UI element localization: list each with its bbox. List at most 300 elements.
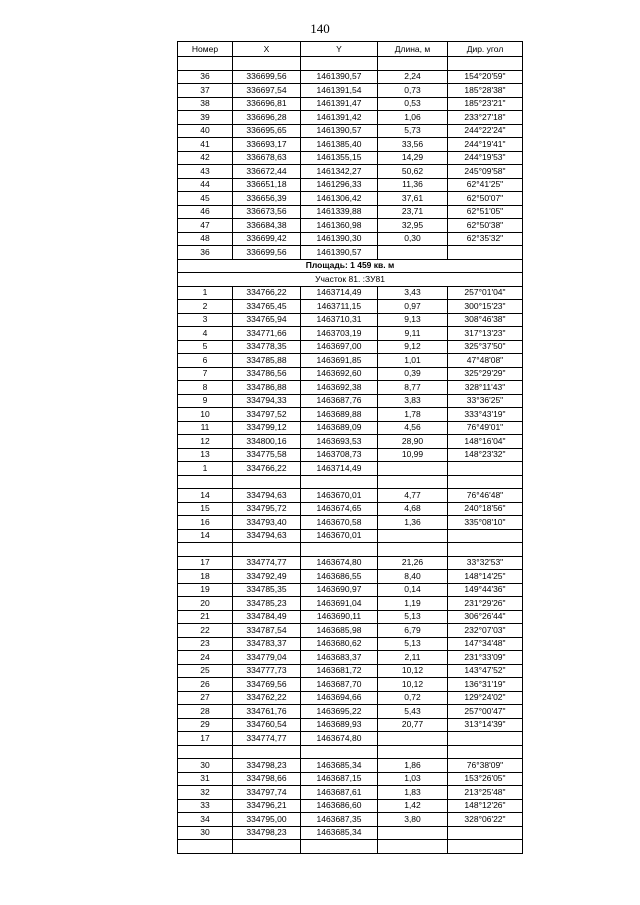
table-row	[178, 745, 523, 759]
x-cell: 334765,45	[233, 300, 301, 314]
y-cell	[301, 475, 378, 489]
x-cell: 334796,21	[233, 799, 301, 813]
y-cell: 1463714,49	[301, 286, 378, 300]
y-cell: 1463687,61	[301, 786, 378, 800]
length-cell	[378, 732, 448, 746]
point-number-cell	[178, 57, 233, 71]
table-row	[178, 597, 523, 611]
x-cell: 334792,49	[233, 570, 301, 584]
angle-cell: 325°29'29"	[448, 367, 523, 381]
length-cell: 0,53	[378, 97, 448, 111]
y-cell: 1463703,19	[301, 327, 378, 341]
x-cell: 336673,56	[233, 205, 301, 219]
table-row	[178, 70, 523, 84]
y-cell: 1463694,66	[301, 691, 378, 705]
table-body	[178, 57, 523, 854]
table-row	[178, 637, 523, 651]
angle-cell: 335°08'10"	[448, 516, 523, 530]
point-number-cell: 1	[178, 286, 233, 300]
table-row	[178, 516, 523, 530]
point-number-cell: 13	[178, 448, 233, 462]
y-cell: 1463670,01	[301, 529, 378, 543]
table-row	[178, 84, 523, 98]
table-row	[178, 543, 523, 557]
table-row	[178, 772, 523, 786]
y-cell: 1463710,31	[301, 313, 378, 327]
point-number-cell	[178, 840, 233, 854]
point-number-cell	[178, 745, 233, 759]
table-row	[178, 448, 523, 462]
table-row	[178, 583, 523, 597]
point-number-cell: 42	[178, 151, 233, 165]
point-number-cell: 15	[178, 502, 233, 516]
angle-cell: 328°06'22"	[448, 813, 523, 827]
table-row	[178, 340, 523, 354]
y-cell: 1461360,98	[301, 219, 378, 233]
length-cell	[378, 475, 448, 489]
length-cell: 1,01	[378, 354, 448, 368]
angle-cell: 328°11'43"	[448, 381, 523, 395]
y-cell: 1463687,35	[301, 813, 378, 827]
angle-cell: 232°07'03"	[448, 624, 523, 638]
angle-cell	[448, 246, 523, 260]
point-number-cell: 17	[178, 732, 233, 746]
y-cell: 1463711,15	[301, 300, 378, 314]
length-cell: 5,43	[378, 705, 448, 719]
table-row	[178, 462, 523, 476]
table-row	[178, 165, 523, 179]
length-cell: 0,14	[378, 583, 448, 597]
table-row	[178, 408, 523, 422]
x-cell	[233, 57, 301, 71]
length-cell: 9,12	[378, 340, 448, 354]
y-cell: 1461390,57	[301, 246, 378, 260]
table-row	[178, 759, 523, 773]
x-cell: 334798,23	[233, 826, 301, 840]
y-cell: 1463687,15	[301, 772, 378, 786]
x-cell: 336696,81	[233, 97, 301, 111]
x-cell: 334798,66	[233, 772, 301, 786]
angle-cell	[448, 745, 523, 759]
table-row	[178, 435, 523, 449]
x-cell: 336696,28	[233, 111, 301, 125]
y-cell: 1463714,49	[301, 462, 378, 476]
x-cell: 336693,17	[233, 138, 301, 152]
plot-title: Участок 81. :ЗУ81	[178, 273, 523, 287]
angle-cell: 149°44'36"	[448, 583, 523, 597]
x-cell: 334769,56	[233, 678, 301, 692]
table-row	[178, 475, 523, 489]
length-cell	[378, 840, 448, 854]
angle-cell: 62°50'07"	[448, 192, 523, 206]
angle-cell: 231°29'26"	[448, 597, 523, 611]
length-cell: 1,42	[378, 799, 448, 813]
length-cell: 10,99	[378, 448, 448, 462]
point-number-cell: 8	[178, 381, 233, 395]
x-cell: 334786,88	[233, 381, 301, 395]
point-number-cell: 39	[178, 111, 233, 125]
y-cell: 1461391,42	[301, 111, 378, 125]
point-number-cell: 45	[178, 192, 233, 206]
table-row	[178, 97, 523, 111]
length-cell: 3,43	[378, 286, 448, 300]
length-cell: 0,39	[378, 367, 448, 381]
table-row	[178, 367, 523, 381]
point-number-cell: 26	[178, 678, 233, 692]
y-cell: 1463670,01	[301, 489, 378, 503]
x-cell: 334762,22	[233, 691, 301, 705]
length-cell: 1,78	[378, 408, 448, 422]
x-cell	[233, 543, 301, 557]
x-cell: 336697,54	[233, 84, 301, 98]
y-cell: 1463680,62	[301, 637, 378, 651]
point-number-cell: 1	[178, 462, 233, 476]
angle-cell: 240°18'56"	[448, 502, 523, 516]
point-number-cell	[178, 475, 233, 489]
x-cell: 336672,44	[233, 165, 301, 179]
table-row	[178, 718, 523, 732]
table-row	[178, 826, 523, 840]
length-cell: 2,11	[378, 651, 448, 665]
point-number-cell: 44	[178, 178, 233, 192]
length-cell: 5,13	[378, 637, 448, 651]
table-row	[178, 394, 523, 408]
point-number-cell: 40	[178, 124, 233, 138]
angle-cell: 333°43'19"	[448, 408, 523, 422]
angle-cell: 148°14'25"	[448, 570, 523, 584]
y-cell: 1463674,80	[301, 732, 378, 746]
length-cell: 20,77	[378, 718, 448, 732]
y-cell: 1463690,97	[301, 583, 378, 597]
point-number-cell: 38	[178, 97, 233, 111]
table-row	[178, 624, 523, 638]
angle-cell: 147°34'48"	[448, 637, 523, 651]
table-row	[178, 138, 523, 152]
y-cell	[301, 543, 378, 557]
length-cell: 1,36	[378, 516, 448, 530]
x-cell: 334795,00	[233, 813, 301, 827]
x-cell: 334800,16	[233, 435, 301, 449]
x-cell: 334784,49	[233, 610, 301, 624]
length-cell: 3,80	[378, 813, 448, 827]
angle-cell: 300°15'23"	[448, 300, 523, 314]
y-cell: 1461390,57	[301, 70, 378, 84]
length-cell: 0,72	[378, 691, 448, 705]
point-number-cell: 32	[178, 786, 233, 800]
angle-cell	[448, 57, 523, 71]
y-cell: 1463695,22	[301, 705, 378, 719]
x-cell: 334760,54	[233, 718, 301, 732]
y-cell: 1461355,15	[301, 151, 378, 165]
angle-cell: 76°46'48"	[448, 489, 523, 503]
point-number-cell: 30	[178, 759, 233, 773]
length-cell: 14,29	[378, 151, 448, 165]
length-cell	[378, 529, 448, 543]
x-cell: 334766,22	[233, 286, 301, 300]
table-row	[178, 300, 523, 314]
table-row	[178, 178, 523, 192]
y-cell: 1463686,55	[301, 570, 378, 584]
x-cell: 334785,35	[233, 583, 301, 597]
y-cell: 1463689,09	[301, 421, 378, 435]
x-cell: 336684,38	[233, 219, 301, 233]
y-cell	[301, 840, 378, 854]
length-cell: 5,13	[378, 610, 448, 624]
length-cell: 23,71	[378, 205, 448, 219]
x-cell: 334794,33	[233, 394, 301, 408]
angle-cell	[448, 462, 523, 476]
y-cell: 1463693,53	[301, 435, 378, 449]
table-row	[178, 124, 523, 138]
angle-cell: 313°14'39"	[448, 718, 523, 732]
y-cell: 1463686,60	[301, 799, 378, 813]
angle-cell	[448, 732, 523, 746]
angle-cell: 33°32'53"	[448, 556, 523, 570]
table-row	[178, 111, 523, 125]
x-cell: 334794,63	[233, 489, 301, 503]
angle-cell	[448, 826, 523, 840]
angle-cell: 185°28'38"	[448, 84, 523, 98]
length-cell: 8,77	[378, 381, 448, 395]
angle-cell: 148°23'32"	[448, 448, 523, 462]
angle-cell: 317°13'23"	[448, 327, 523, 341]
y-cell: 1463692,60	[301, 367, 378, 381]
x-cell: 334761,76	[233, 705, 301, 719]
y-cell: 1461342,27	[301, 165, 378, 179]
length-cell	[378, 745, 448, 759]
x-cell: 336656,39	[233, 192, 301, 206]
table-row	[178, 192, 523, 206]
y-cell: 1461390,30	[301, 232, 378, 246]
point-number-cell: 21	[178, 610, 233, 624]
table-row	[178, 489, 523, 503]
angle-cell: 231°33'09"	[448, 651, 523, 665]
angle-cell: 185°23'21"	[448, 97, 523, 111]
length-cell: 0,73	[378, 84, 448, 98]
point-number-cell: 37	[178, 84, 233, 98]
x-cell: 334775,58	[233, 448, 301, 462]
point-number-cell: 24	[178, 651, 233, 665]
angle-cell: 76°49'01"	[448, 421, 523, 435]
point-number-cell: 36	[178, 70, 233, 84]
angle-cell	[448, 529, 523, 543]
header-direction-angle: Дир. угол	[448, 42, 523, 57]
x-cell: 334797,74	[233, 786, 301, 800]
length-cell: 3,83	[378, 394, 448, 408]
y-cell: 1463697,00	[301, 340, 378, 354]
length-cell: 4,56	[378, 421, 448, 435]
angle-cell: 244°19'41"	[448, 138, 523, 152]
table-row	[178, 678, 523, 692]
y-cell: 1463692,38	[301, 381, 378, 395]
length-cell: 9,13	[378, 313, 448, 327]
x-cell: 334793,40	[233, 516, 301, 530]
point-number-cell: 3	[178, 313, 233, 327]
page-number: 140	[310, 21, 330, 36]
y-cell: 1461339,88	[301, 205, 378, 219]
x-cell: 334774,77	[233, 732, 301, 746]
point-number-cell: 33	[178, 799, 233, 813]
table-row	[178, 286, 523, 300]
y-cell: 1463687,76	[301, 394, 378, 408]
point-number-cell: 5	[178, 340, 233, 354]
y-cell: 1463670,58	[301, 516, 378, 530]
point-number-cell: 46	[178, 205, 233, 219]
table-row	[178, 651, 523, 665]
angle-cell: 143°47'52"	[448, 664, 523, 678]
length-cell: 9,11	[378, 327, 448, 341]
length-cell: 1,83	[378, 786, 448, 800]
length-cell	[378, 246, 448, 260]
x-cell: 336699,56	[233, 246, 301, 260]
table-row	[178, 799, 523, 813]
angle-cell: 257°00'47"	[448, 705, 523, 719]
length-cell	[378, 543, 448, 557]
point-number-cell: 14	[178, 529, 233, 543]
x-cell: 334798,23	[233, 759, 301, 773]
header-x: X	[233, 42, 301, 57]
angle-cell: 62°41'25"	[448, 178, 523, 192]
point-number-cell: 9	[178, 394, 233, 408]
x-cell: 336651,18	[233, 178, 301, 192]
point-number-cell: 11	[178, 421, 233, 435]
length-cell: 5,73	[378, 124, 448, 138]
table-row	[178, 529, 523, 543]
y-cell: 1463689,88	[301, 408, 378, 422]
angle-cell: 308°46'38"	[448, 313, 523, 327]
angle-cell: 136°31'19"	[448, 678, 523, 692]
length-cell: 1,86	[378, 759, 448, 773]
y-cell: 1461391,47	[301, 97, 378, 111]
angle-cell: 154°20'59"	[448, 70, 523, 84]
angle-cell	[448, 543, 523, 557]
point-number-cell: 31	[178, 772, 233, 786]
length-cell: 0,30	[378, 232, 448, 246]
y-cell: 1463685,98	[301, 624, 378, 638]
table-row	[178, 151, 523, 165]
angle-cell: 325°37'50"	[448, 340, 523, 354]
point-number-cell: 30	[178, 826, 233, 840]
table-row	[178, 354, 523, 368]
length-cell: 11,36	[378, 178, 448, 192]
point-number-cell	[178, 543, 233, 557]
area-summary-row	[178, 259, 523, 273]
x-cell: 334799,12	[233, 421, 301, 435]
length-cell: 2,24	[378, 70, 448, 84]
angle-cell: 129°24'02"	[448, 691, 523, 705]
length-cell: 1,06	[378, 111, 448, 125]
y-cell: 1463681,72	[301, 664, 378, 678]
table-row	[178, 219, 523, 233]
length-cell: 28,90	[378, 435, 448, 449]
point-number-cell: 48	[178, 232, 233, 246]
length-cell: 1,19	[378, 597, 448, 611]
point-number-cell: 6	[178, 354, 233, 368]
length-cell: 37,61	[378, 192, 448, 206]
point-number-cell: 10	[178, 408, 233, 422]
angle-cell: 233°27'18"	[448, 111, 523, 125]
x-cell: 334771,66	[233, 327, 301, 341]
x-cell: 334786,56	[233, 367, 301, 381]
table-row	[178, 246, 523, 260]
y-cell: 1461306,42	[301, 192, 378, 206]
x-cell: 334785,88	[233, 354, 301, 368]
point-number-cell: 22	[178, 624, 233, 638]
table-row	[178, 502, 523, 516]
table-row	[178, 786, 523, 800]
length-cell: 8,40	[378, 570, 448, 584]
table-row	[178, 232, 523, 246]
length-cell: 4,77	[378, 489, 448, 503]
point-number-cell: 43	[178, 165, 233, 179]
y-cell	[301, 745, 378, 759]
point-number-cell: 7	[178, 367, 233, 381]
table-row	[178, 610, 523, 624]
angle-cell: 257°01'04"	[448, 286, 523, 300]
x-cell: 336695,65	[233, 124, 301, 138]
x-cell	[233, 745, 301, 759]
angle-cell: 245°09'58"	[448, 165, 523, 179]
point-number-cell: 28	[178, 705, 233, 719]
x-cell: 336699,42	[233, 232, 301, 246]
point-number-cell: 14	[178, 489, 233, 503]
point-number-cell: 12	[178, 435, 233, 449]
point-number-cell: 18	[178, 570, 233, 584]
angle-cell: 76°38'09"	[448, 759, 523, 773]
length-cell: 50,62	[378, 165, 448, 179]
length-cell: 4,68	[378, 502, 448, 516]
coordinates-table	[177, 41, 523, 854]
angle-cell: 244°22'24"	[448, 124, 523, 138]
y-cell: 1463689,93	[301, 718, 378, 732]
x-cell: 334787,54	[233, 624, 301, 638]
table-row	[178, 691, 523, 705]
table-row	[178, 327, 523, 341]
table-row	[178, 381, 523, 395]
point-number-cell: 17	[178, 556, 233, 570]
length-cell	[378, 462, 448, 476]
x-cell: 334778,35	[233, 340, 301, 354]
x-cell: 334766,22	[233, 462, 301, 476]
angle-cell: 148°12'26"	[448, 799, 523, 813]
length-cell	[378, 826, 448, 840]
angle-cell: 148°16'04"	[448, 435, 523, 449]
x-cell: 336699,56	[233, 70, 301, 84]
angle-cell: 62°51'05"	[448, 205, 523, 219]
x-cell: 334765,94	[233, 313, 301, 327]
x-cell: 334794,63	[233, 529, 301, 543]
x-cell: 334779,04	[233, 651, 301, 665]
angle-cell: 244°19'53"	[448, 151, 523, 165]
length-cell: 6,79	[378, 624, 448, 638]
area-summary: Площадь: 1 459 кв. м	[178, 259, 523, 273]
y-cell: 1463708,73	[301, 448, 378, 462]
table-row	[178, 840, 523, 854]
header-y: Y	[301, 42, 378, 57]
angle-cell	[448, 475, 523, 489]
y-cell: 1461296,33	[301, 178, 378, 192]
point-number-cell: 27	[178, 691, 233, 705]
point-number-cell: 36	[178, 246, 233, 260]
length-cell: 1,03	[378, 772, 448, 786]
length-cell: 10,12	[378, 664, 448, 678]
angle-cell: 33°36'25"	[448, 394, 523, 408]
length-cell: 0,97	[378, 300, 448, 314]
point-number-cell: 20	[178, 597, 233, 611]
angle-cell: 47°48'08"	[448, 354, 523, 368]
point-number-cell: 23	[178, 637, 233, 651]
y-cell	[301, 57, 378, 71]
